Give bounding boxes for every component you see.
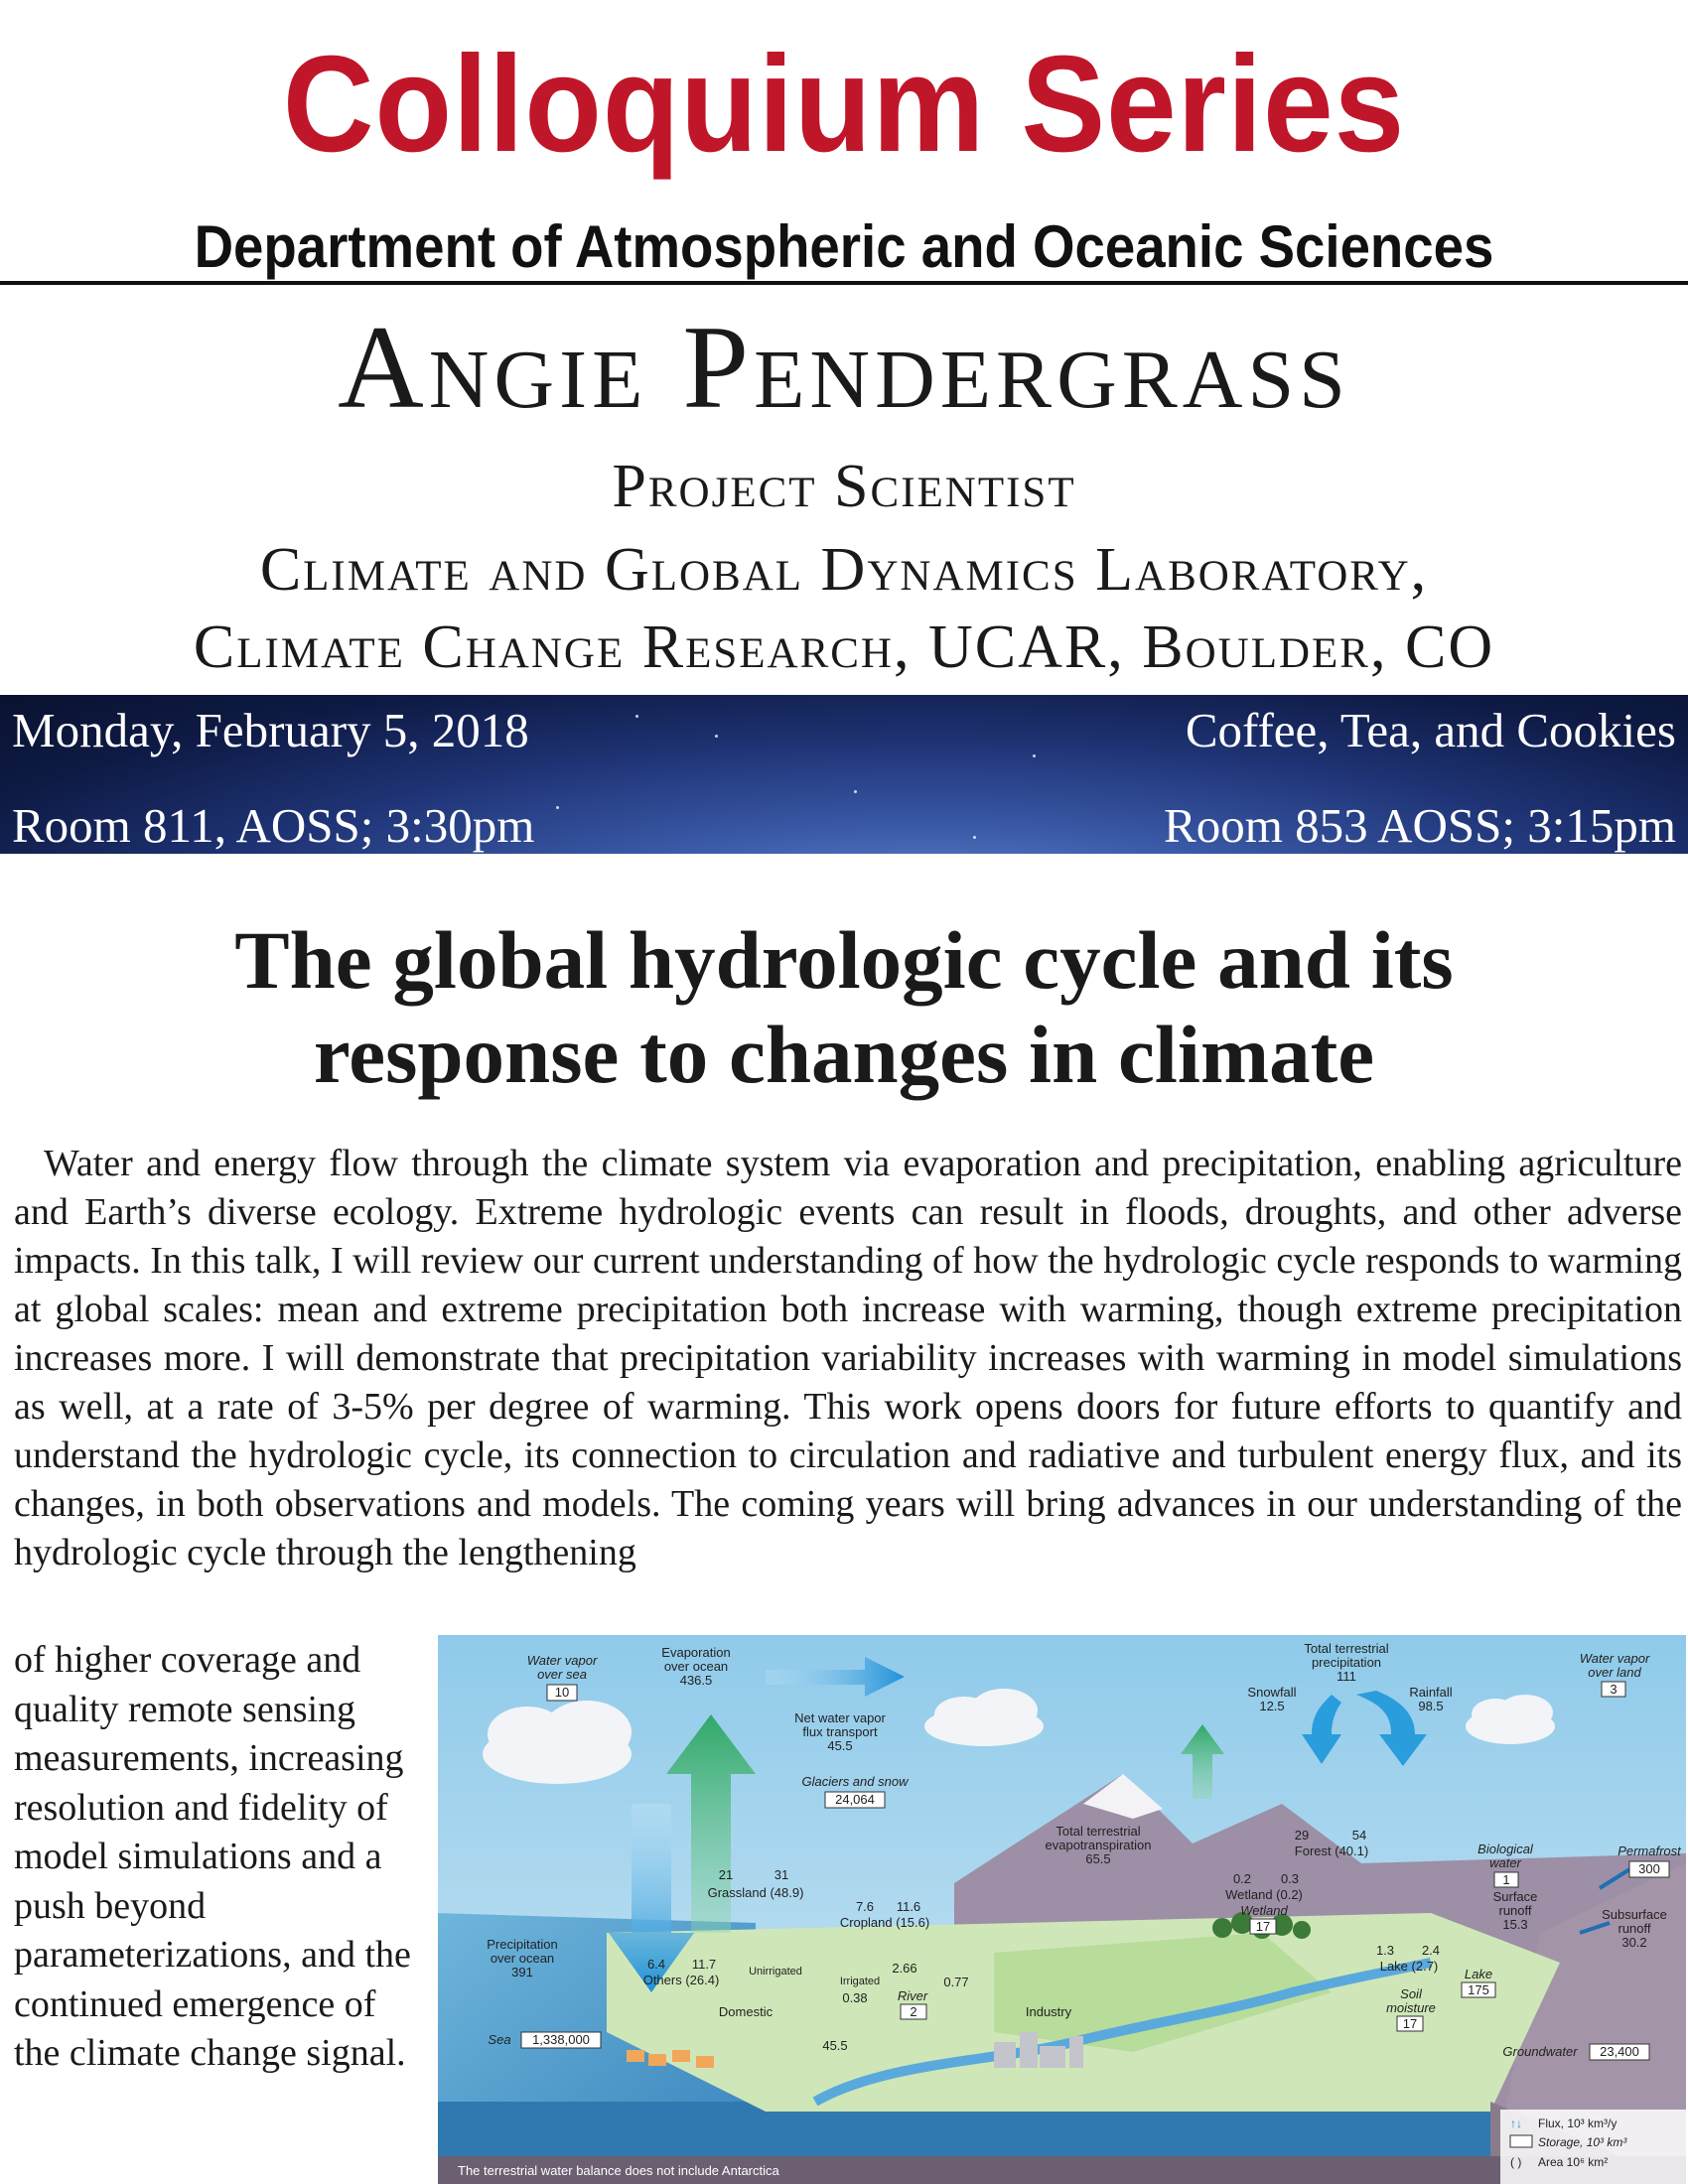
- water-vapor-land-value: 3: [1610, 1682, 1618, 1697]
- water-vapor-land-label2: over land: [1588, 1665, 1641, 1680]
- lake-store-label: Lake: [1464, 1967, 1493, 1981]
- water-vapor-sea-label2: over sea: [537, 1667, 587, 1682]
- net-transport-value: 45.5: [827, 1738, 853, 1753]
- header-divider: [0, 281, 1688, 285]
- surface-runoff-label2: runoff: [1498, 1903, 1532, 1918]
- net-transport-label: Net water vapor: [794, 1710, 886, 1725]
- wetland-value: 17: [1255, 1919, 1271, 1934]
- legend-area-parens-icon: ( ): [1510, 2155, 1522, 2169]
- lake-label: Lake (2.7): [1379, 1959, 1439, 1974]
- diagram-footnote: The terrestrial water balance does not include Antarctica: [458, 2163, 779, 2178]
- total-precip-label2: precipitation: [1311, 1655, 1382, 1670]
- department-name: Department of Atmospheric and Oceanic Sciences: [194, 213, 1494, 280]
- others-down: 11.7: [691, 1957, 717, 1972]
- water-vapor-sea-label: Water vapor: [526, 1653, 598, 1668]
- permafrost-label: Permafrost: [1618, 1843, 1681, 1858]
- groundwater-value: 23,400: [1600, 2044, 1639, 2059]
- wetland-label: Wetland (0.2): [1225, 1887, 1303, 1902]
- talk-title-line1: The global hydrologic cycle and its: [234, 914, 1454, 1006]
- grassland-label: Grassland (48.9): [707, 1885, 804, 1900]
- precip-ocean-label2: over ocean: [490, 1951, 555, 1966]
- speaker-affiliation-line1: Climate and Global Dynamics Laboratory,: [259, 536, 1429, 604]
- groundwater-label: Groundwater: [1502, 2044, 1578, 2059]
- unirrigated-label: Unirrigated: [749, 1966, 802, 1978]
- lake-value: 175: [1468, 1982, 1489, 1997]
- forest-label: Forest (40.1): [1294, 1843, 1369, 1858]
- biological-label: Biological: [1477, 1842, 1533, 1856]
- evap-ocean-label: Evaporation: [661, 1645, 731, 1660]
- surface-runoff-value: 15.3: [1502, 1917, 1528, 1932]
- glaciers-label: Glaciers and snow: [801, 1774, 909, 1789]
- talk-location: Room 811, AOSS; 3:30pm: [12, 798, 535, 853]
- cloud-ocean-icon: [483, 1701, 632, 1784]
- sea-value: 1,338,000: [532, 2032, 590, 2047]
- wetland-up: 0.2: [1232, 1871, 1252, 1886]
- subsurface-runoff-label: Subsurface: [1602, 1907, 1667, 1922]
- evapotranspiration-label: Total terrestrial: [1055, 1824, 1141, 1839]
- others-label: Others (26.4): [642, 1973, 720, 1987]
- grassland-up: 21: [718, 1867, 734, 1882]
- subsurface-runoff-value: 30.2: [1621, 1935, 1647, 1950]
- talk-title: [0, 913, 1688, 1102]
- cropland-label: Cropland (15.6): [839, 1915, 930, 1930]
- net-transport-label2: flux transport: [802, 1724, 878, 1739]
- speaker-affiliation-line2: Climate Change Research, UCAR, Boulder, CO: [193, 614, 1495, 681]
- evap-ocean-label2: over ocean: [663, 1659, 729, 1674]
- precip-ocean-label: Precipitation: [487, 1937, 558, 1952]
- soil-label2: moisture: [1386, 2000, 1436, 2015]
- soil-value: 17: [1402, 2016, 1418, 2031]
- rainfall-value: 98.5: [1418, 1699, 1444, 1713]
- biological-label2: water: [1489, 1855, 1521, 1870]
- hydrologic-cycle-diagram: [438, 1635, 1686, 2184]
- legend-storage: Storage, 10³ km³: [1538, 2135, 1627, 2149]
- lake-up: 1.3: [1375, 1943, 1395, 1958]
- domestic-label: Domestic: [718, 2004, 774, 2019]
- sea-label: Sea: [488, 2032, 511, 2047]
- total-precip-value: 111: [1336, 1669, 1356, 1684]
- evapotranspiration-label2: evapotranspiration: [1045, 1838, 1152, 1852]
- total-precip-label: Total terrestrial: [1304, 1641, 1389, 1656]
- legend-flux: Flux, 10³ km³/y: [1538, 2116, 1618, 2130]
- forest-up: 29: [1294, 1828, 1310, 1843]
- talk-date: Monday, February 5, 2018: [12, 703, 529, 757]
- legend-flux-arrows-icon: ↑↓: [1510, 2116, 1522, 2130]
- abstract-continued: of higher coverage and quality remote sensing measurements, increasing resolution and fidelity of model simulations and a push beyond parameterizations, and the continued emergence of the climate change signal.: [14, 1639, 411, 2074]
- soil-label: Soil: [1400, 1986, 1422, 2001]
- surface-runoff-label: Surface: [1492, 1889, 1538, 1904]
- glaciers-value: 24,064: [835, 1792, 875, 1807]
- forest-down: 54: [1351, 1828, 1367, 1843]
- snowfall-label: Snowfall: [1247, 1685, 1297, 1700]
- wetland-down: 0.3: [1280, 1871, 1300, 1886]
- evapotranspiration-value: 65.5: [1085, 1851, 1111, 1866]
- abstract-text: Water and energy flow through the climate system via evaporation and precipitation, enabling agriculture and Earth’s diverse ecology. Extreme hydrologic events can result in floods, droughts, and other adverse impacts. In this talk, I will review our current understanding of how the hydrologic cycle responds to warming at global scales: mean and extreme precipitation both increase with warming, though extreme precipitation increases more. I will demonstrate that precipitation variability increases with warming in model simulations as well, at a rate of 3-5% per degree of warming. This work opens doors for future efforts to quantify and understand the hydrologic cycle, its connection to circulation and radiative and turbulent energy flux, and its changes, in both observations and models. The coming years will bring advances in our understanding of the hydrologic cycle through the lengthening: [14, 1143, 1682, 1573]
- evap-ocean-value: 436.5: [679, 1673, 713, 1688]
- water-vapor-land-label: Water vapor: [1579, 1651, 1650, 1666]
- wetland-store-label: Wetland: [1240, 1903, 1288, 1918]
- water-vapor-sea-value: 10: [554, 1685, 570, 1700]
- precip-ocean-value: 391: [511, 1965, 533, 1979]
- river-outflow-value: 45.5: [822, 2038, 848, 2053]
- abstract: [14, 1140, 1682, 1577]
- subsurface-runoff-label2: runoff: [1618, 1921, 1651, 1936]
- talk-title-line2: response to changes in climate: [313, 1009, 1375, 1100]
- flow-2-66: 2.66: [892, 1961, 917, 1976]
- industry-label: Industry: [1025, 2004, 1072, 2019]
- grassland-down: 31: [774, 1867, 789, 1882]
- irrigated-label: Irrigated: [839, 1976, 881, 1987]
- others-up: 6.4: [646, 1957, 666, 1972]
- rainfall-label: Rainfall: [1409, 1685, 1453, 1700]
- refreshments: Coffee, Tea, and Cookies: [1185, 703, 1676, 757]
- biological-value: 1: [1502, 1872, 1510, 1887]
- river-label: River: [897, 1988, 928, 2003]
- speaker-name: Angie Pendergrass: [338, 301, 1350, 433]
- cropland-up: 7.6: [855, 1899, 875, 1914]
- legend-storage-box-icon: [1510, 2135, 1532, 2147]
- permafrost-value: 300: [1638, 1861, 1660, 1876]
- event-details-banner: [0, 695, 1688, 854]
- refreshments-location: Room 853 AOSS; 3:15pm: [1164, 798, 1676, 853]
- snowfall-value: 12.5: [1259, 1699, 1285, 1713]
- legend-area: Area 10⁶ km²: [1538, 2155, 1609, 2169]
- river-value: 2: [910, 2004, 917, 2019]
- series-title: Colloquium Series: [282, 28, 1406, 181]
- speaker-title: Project Scientist: [612, 453, 1076, 520]
- cropland-down: 11.6: [896, 1899, 921, 1914]
- diagram-legend: [1500, 2110, 1686, 2184]
- flow-0-77: 0.77: [943, 1975, 969, 1989]
- lake-down: 2.4: [1421, 1943, 1441, 1958]
- flow-0-38: 0.38: [842, 1990, 868, 2005]
